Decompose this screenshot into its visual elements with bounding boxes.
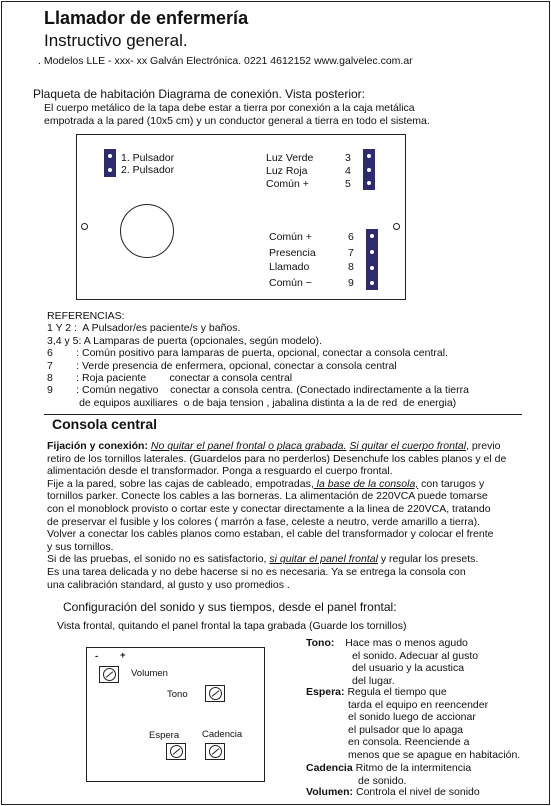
cadencia-label: Cadencia — [202, 729, 243, 740]
referencia-line: 8 : Roja paciente conectar a consola central — [47, 372, 293, 385]
diagram-number: 7 — [348, 247, 354, 259]
referencias-block — [47, 310, 469, 409]
diagram-label: Llamado — [269, 261, 310, 273]
desc-line: de sonido. — [358, 774, 407, 787]
consola-line: retiro de los tornillos laterales. (Guardelos para no perderlos) Desenchufe los cables planos y el de — [47, 452, 507, 465]
desc-line: Regula el tiempo que — [347, 686, 447, 698]
front-panel-diagram — [86, 647, 265, 782]
espera-term: Espera: — [306, 686, 345, 698]
plus-sign: + — [120, 650, 126, 661]
page-title: Llamador de enfermería — [44, 8, 249, 28]
volumen-label: Volumen — [131, 668, 168, 679]
section-divider — [44, 414, 522, 415]
consola-line — [47, 553, 506, 566]
cadencia-description — [306, 762, 471, 787]
desc-line: del lugar. — [352, 674, 395, 687]
terminal-block-1-2 — [104, 149, 116, 177]
referencia-line: 1 Y 2 : A Pulsador/es paciente/s y baños. — [47, 322, 241, 335]
cadencia-preset[interactable] — [205, 743, 225, 760]
volumen-term: Volumen: — [306, 786, 354, 798]
base-consola-emphasis: la base de la consola, — [313, 477, 419, 490]
tono-label: Tono — [167, 689, 188, 700]
referencia-line: 3,4 y 5: A Lamparas de puerta (opcionales, según modelo). — [47, 334, 322, 347]
desc-line: el sonido. Adecuar al gusto — [352, 649, 479, 662]
connection-diagram — [76, 134, 406, 300]
consola-text-fragment: , previo — [466, 440, 501, 452]
consola-text-fragment: y regular los presets. — [377, 553, 479, 566]
plaqueta-heading: Plaqueta de habitación Diagrama de conexión. Vista posterior: — [33, 87, 365, 101]
diagram-label: 2. Pulsador — [121, 164, 175, 176]
fijacion-label: Fijación y conexión: — [47, 440, 148, 452]
page-subtitle: Instructivo general. — [44, 31, 188, 50]
referencia-line: 9 : Común negativo conectar a consola centra. (Conectado indirectamente a la tierra — [47, 384, 469, 397]
minus-sign: - — [95, 651, 99, 662]
diagram-label: Común − — [269, 277, 312, 289]
consola-line: con el monoblock provisto o cortar este y conectar directamente a la linea de 220VCA, tratando — [47, 502, 491, 515]
consola-line: Es una tarea delicada y no debe hacerse si no es necesaria. Ya se entrega la consola con — [47, 565, 466, 578]
models-line: . Modelos LLE - xxx- xx Galván Electrónica. 0221 4612152 www.galvelec.com.ar — [38, 55, 413, 67]
diagram-label: Luz Verde — [266, 152, 314, 164]
cadencia-term: Cadencia — [306, 762, 353, 774]
diagram-label: Presencia — [269, 247, 316, 259]
desc-line: del usuario y la acustica — [352, 662, 465, 675]
consola-line: tornillos parker. Conecte los cables a las borneras. La alimentación de 220VCA puede tomarse — [47, 490, 488, 503]
espera-preset[interactable] — [166, 743, 186, 760]
consola-line: una calibración standard, al gusto y uso promedios . — [47, 578, 290, 591]
consola-line — [47, 440, 506, 453]
consola-line — [47, 478, 506, 491]
diagram-number: 5 — [345, 178, 351, 190]
diagram-number: 8 — [348, 261, 354, 273]
desc-line: menos que se apague en habitación. — [348, 748, 521, 761]
terminal-block-3-5 — [363, 149, 375, 190]
diagram-label: Común + — [269, 231, 312, 243]
consola-title: Consola central — [52, 416, 158, 432]
mounting-hole-left — [81, 223, 88, 230]
volumen-description — [306, 786, 480, 799]
diagram-label: 1. Pulsador — [121, 152, 175, 164]
plaqueta-text — [44, 102, 430, 127]
diagram-number: 9 — [348, 277, 354, 289]
sonido-subheading: Vista frontal, quitando el panel frontal la tapa grabada (Guarde los tornillos) — [57, 620, 407, 632]
diagram-number: 3 — [345, 152, 351, 164]
espera-label: Espera — [149, 730, 180, 741]
plaqueta-line: empotrada a la pared (10x5 cm) y un conductor general a tierra en todo el sistema. — [44, 114, 430, 127]
espera-description — [306, 686, 520, 762]
desc-line: Controla el nivel de sonido — [355, 786, 480, 798]
consola-line: de preservar el fusible y los colores ( marrón a fase, celeste a neutro, verde amarillo a tierra). — [47, 515, 481, 528]
referencia-line: 7 : Verde presencia de enfermera, opcional, conectar a consola central — [47, 359, 397, 372]
referencia-line: 6 : Común positivo para lamparas de puerta, opcional, conectar a consola central. — [47, 347, 448, 360]
warning-si-quitar: Si quitar el cuerpo frontal — [349, 440, 467, 452]
consola-line: alimentación desde el transformador. Ponga a resguardo el cuerpo frontal. — [47, 465, 393, 478]
diagram-label: Luz Roja — [266, 165, 308, 177]
speaker-circle — [120, 204, 174, 258]
desc-line: tarda el equipo en reencender — [348, 698, 489, 711]
consola-text-fragment: Si de las pruebas, el sonido no es satisfactorio, — [47, 553, 270, 566]
plaqueta-line: El cuerpo metálico de la tapa debe estar a tierra por conexión a la caja metálica — [44, 102, 415, 114]
tono-description — [306, 637, 478, 687]
desc-line: Hace mas o menos agudo — [345, 637, 468, 649]
consola-text-fragment: Fije a la pared, sobre las cajas de cableado, empotradas, — [47, 477, 314, 490]
tono-term: Tono: — [306, 637, 335, 649]
consola-text — [47, 440, 506, 591]
quitar-panel-emphasis: si quitar el panel frontal — [269, 553, 378, 566]
desc-line: Ritmo de la intermitencia — [355, 762, 472, 774]
diagram-number: 4 — [345, 165, 351, 177]
desc-line: el pulsador que lo apaga — [348, 723, 464, 736]
referencias-title: REFERENCIAS: — [47, 310, 125, 322]
referencia-line: de equipos auxiliares o de baja tension , jabalina distinta a la de red de energia) — [47, 396, 457, 409]
mounting-hole-right — [393, 223, 400, 230]
consola-line: y sus tornillos. — [47, 540, 114, 553]
consola-text-fragment: con tarugos y — [418, 477, 485, 490]
warning-no-quitar: No quitar el panel frontal o placa grabada. — [150, 440, 347, 452]
volumen-preset[interactable] — [99, 666, 119, 683]
terminal-block-6-9 — [366, 229, 378, 290]
sonido-heading: Configuración del sonido y sus tiempos, desde el panel frontal: — [63, 600, 397, 614]
desc-line: el sonido luego de accionar — [348, 711, 476, 724]
tono-preset[interactable] — [205, 685, 225, 702]
desc-line: en consola. Reenciende a — [348, 736, 470, 749]
diagram-number: 6 — [348, 231, 354, 243]
consola-line: Volver a conectar los cables planos como estaban, el cable del transformador y colocar el frente — [47, 528, 494, 541]
diagram-label: Común + — [266, 178, 309, 190]
